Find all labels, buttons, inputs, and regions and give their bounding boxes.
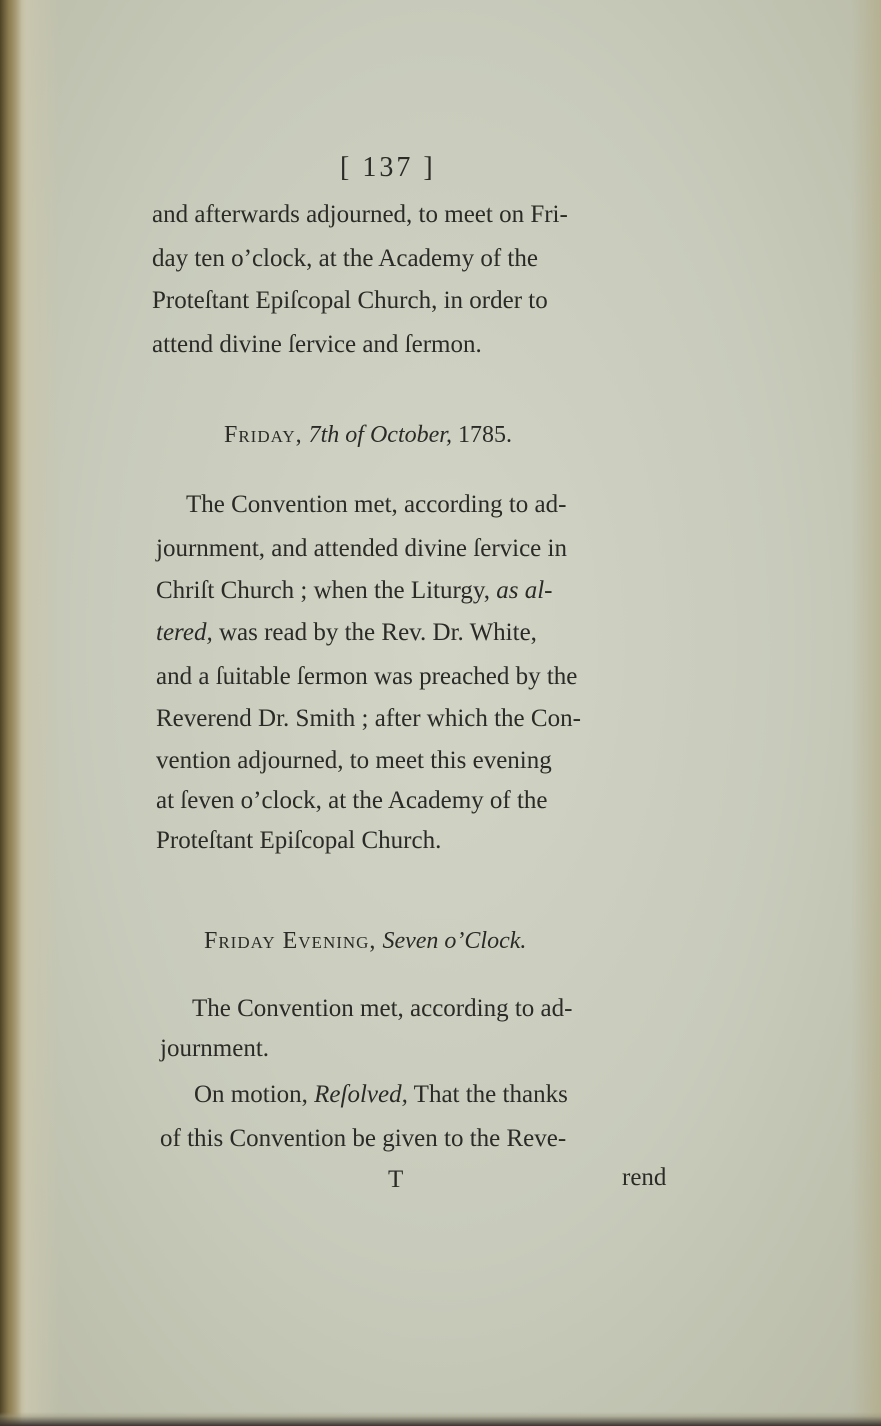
heading-day: Friday, [224,422,303,448]
page-right-edge [851,0,881,1426]
page-number: [ 137 ] [340,152,436,183]
heading-date: 7th of October, [308,422,452,448]
text-line: day ten o’clock, at the Academy of the [152,245,538,272]
text-line: at ſeven o’clock, at the Academy of the [156,787,548,814]
signature-mark: T [388,1166,404,1193]
page-left-edge [0,0,22,1426]
heading-label: Friday Evening, [204,928,377,954]
text-line: of this Convention be given to the Reve- [160,1125,567,1152]
text-line: journment, and attended divine ſervice in [156,535,567,562]
text-span: Chriſt Church ; when the Liturgy, [156,577,490,604]
text-line: Reverend Dr. Smith ; after which the Con- [156,705,581,732]
text-line [156,620,537,645]
text-line: and a ſuitable ſermon was preached by the [156,663,578,690]
text-line: Proteſtant Epiſcopal Church, in order to [152,287,548,314]
section-heading-friday [224,422,512,449]
heading-year: 1785. [457,422,512,448]
text-span: On motion, [194,1081,308,1108]
section-heading-evening [204,928,526,955]
text-line: attend divine ſervice and ſermon. [152,331,482,358]
text-line: vention adjourned, to meet this evening [156,747,552,774]
text-span: was read by the Rev. Dr. White, [218,619,537,646]
italic-span: as al- [496,577,553,604]
heading-time: Seven o’Clock. [382,928,527,954]
italic-span: tered, [156,619,213,646]
text-line [194,1082,568,1107]
catchword: rend [622,1164,667,1191]
text-line [156,578,552,603]
text-line: The Convention met, according to ad- [186,491,567,518]
text-line: The Convention met, according to ad- [192,995,573,1022]
page-bottom-edge [0,1412,881,1426]
text-line: Proteſtant Epiſcopal Church. [156,827,442,854]
italic-span: Reſolved, [314,1081,408,1108]
text-line: and afterwards adjourned, to meet on Fri- [152,201,568,228]
text-line: journment. [160,1035,270,1062]
text-span: That the thanks [413,1081,568,1108]
